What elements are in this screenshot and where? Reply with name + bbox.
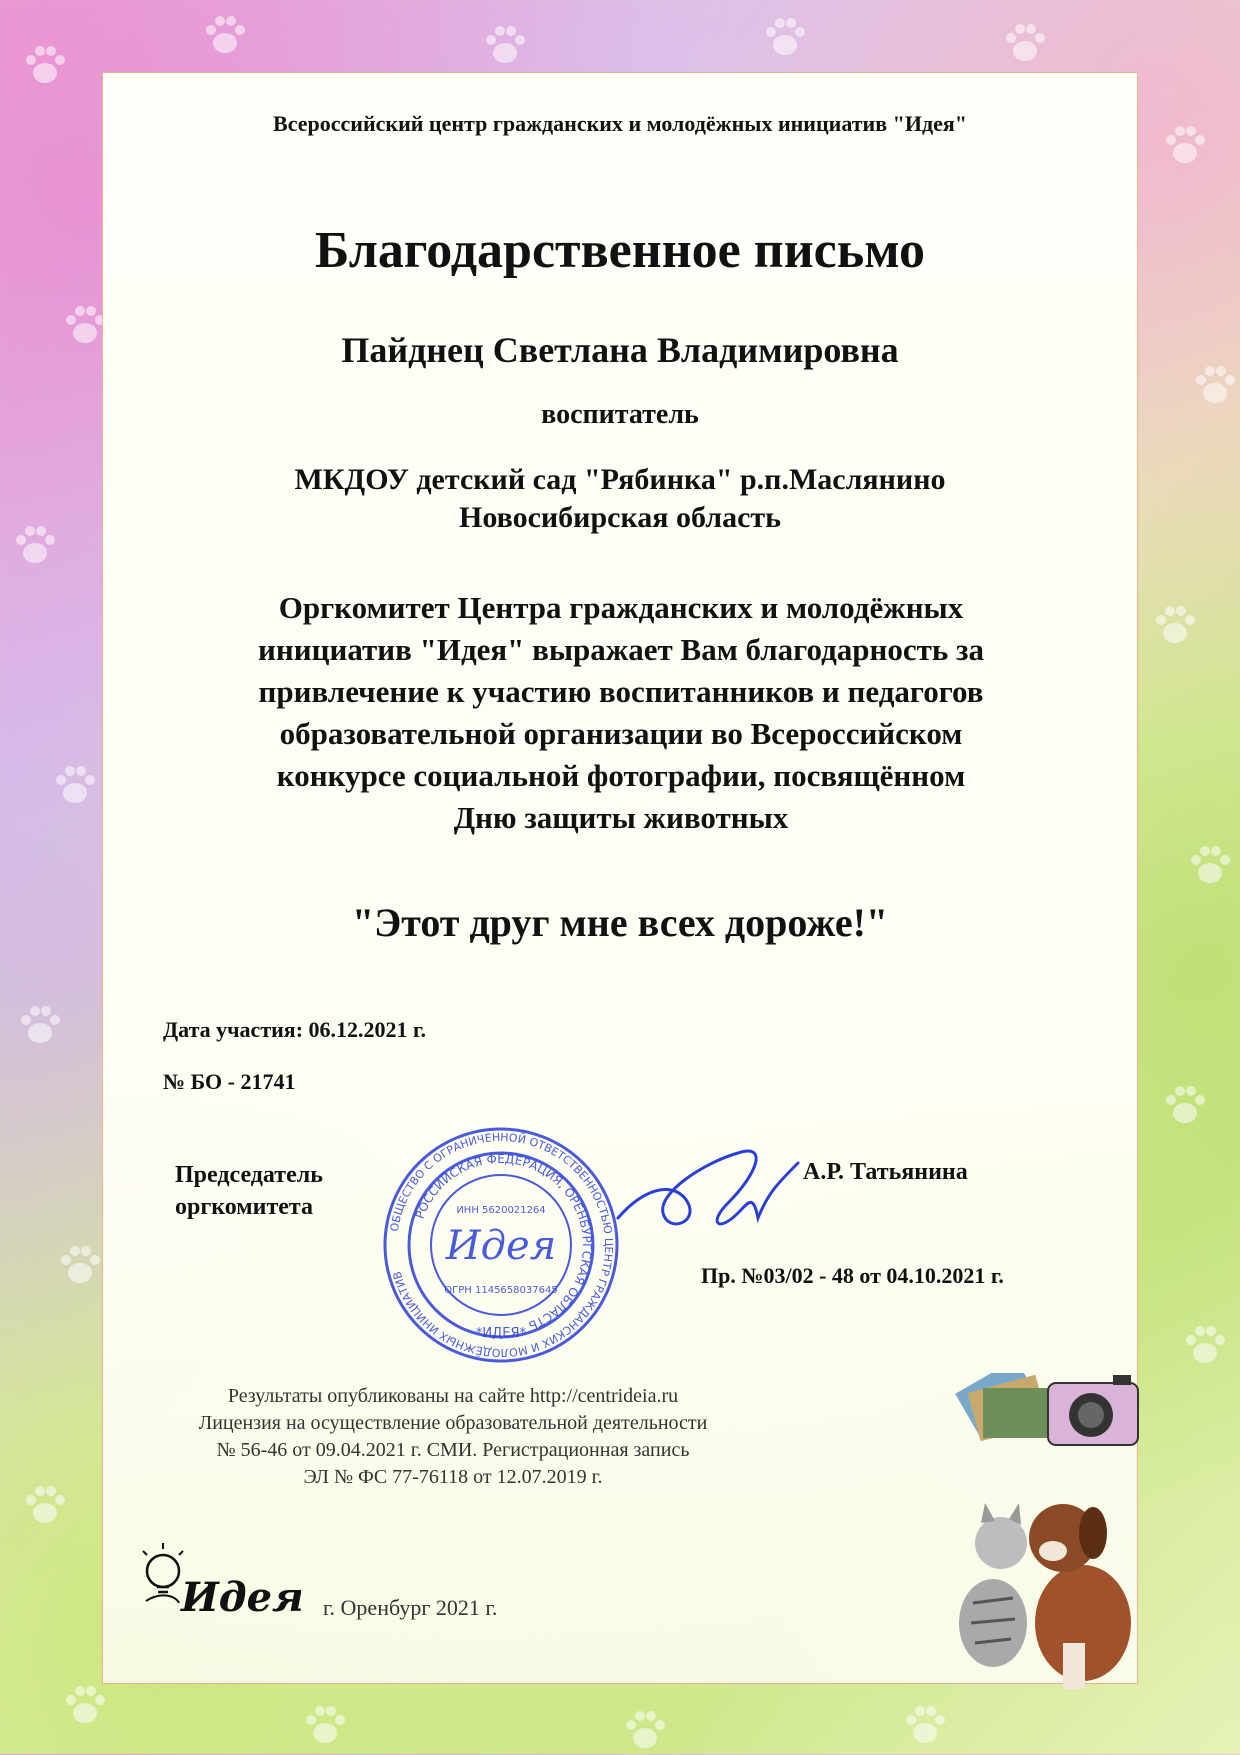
paw-print-icon xyxy=(620,1705,670,1755)
institution xyxy=(103,461,1137,537)
paw-print-icon xyxy=(480,20,530,70)
gratitude-line: инициатив "Идея" выражает Вам благодарность за xyxy=(258,632,984,667)
footer-line: Лицензия на осуществление образовательной деятельности xyxy=(198,1412,708,1434)
logo-text: Идея xyxy=(181,1574,301,1621)
stamp-center: Идея xyxy=(445,1223,557,1269)
paw-print-icon xyxy=(300,1700,350,1750)
document-title: Благодарственное письмо xyxy=(315,222,925,279)
paw-print-icon xyxy=(200,10,250,60)
photo-fan-icon xyxy=(955,1373,1053,1441)
institution-line: МКДОУ детский сад "Рябинка" р.п.Маслянино xyxy=(294,463,946,496)
gratitude-line: Оргкомитет Центра гражданских и молодёжных xyxy=(278,590,964,625)
gratitude-line: образовательной организации во Всероссийском xyxy=(279,716,963,751)
stamp-outer-text: ОБЩЕСТВО С ОГРАНИЧЕННОЙ ОТВЕТСТВЕННОСТЬЮ ЦЕНТР ГРАЖДАНСКИХ И МОЛОДЁЖНЫХ ИНИЦИАТИВ xyxy=(387,1130,616,1360)
camera-icon xyxy=(1048,1375,1138,1445)
paw-print-icon xyxy=(10,520,60,570)
city-year: г. Оренбург 2021 г. xyxy=(323,1595,498,1620)
puppy-icon xyxy=(1029,1504,1131,1689)
paw-print-icon xyxy=(20,40,70,90)
stamp-ogrn: ОГРН 1145658037645 xyxy=(444,1285,558,1296)
signer-role xyxy=(175,1159,323,1223)
recipient-position: воспитатель xyxy=(541,399,699,430)
paw-print-icon xyxy=(760,12,810,62)
round-stamp xyxy=(381,1125,621,1370)
gratitude-line: Дню защиты животных xyxy=(453,800,789,835)
footer-info xyxy=(133,1383,773,1491)
stamp-inn: ИНН 5620021264 xyxy=(456,1205,546,1216)
paw-print-icon xyxy=(1160,120,1210,170)
institution-region: Новосибирская область xyxy=(458,501,782,534)
gratitude-line: конкурсе социальной фотографии, посвящённом xyxy=(276,758,966,793)
kitten-icon xyxy=(959,1503,1027,1667)
participation-date: Дата участия: 06.12.2021 г. xyxy=(163,1017,427,1042)
organization-header: Всероссийский центр гражданских и молодёжных инициатив "Идея" xyxy=(273,111,967,136)
contest-name: "Этот друг мне всех дороже!" xyxy=(351,900,889,945)
paw-print-icon xyxy=(1185,840,1235,890)
idea-logo xyxy=(141,1541,301,1636)
gratitude-line: привлечение к участию воспитанников и педагогов xyxy=(258,674,984,709)
gratitude-text xyxy=(143,587,1099,839)
pets-camera-illustration xyxy=(953,1373,1143,1698)
paw-print-icon xyxy=(1180,1320,1230,1370)
order-number: Пр. №03/02 - 48 от 04.10.2021 г. xyxy=(701,1263,1004,1288)
paw-print-icon xyxy=(15,1000,65,1050)
handwritten-signature xyxy=(608,1123,808,1248)
stamp-bottom: *ИДЕЯ* xyxy=(475,1326,527,1341)
footer-line: № 56-46 от 09.04.2021 г. СМИ. Регистрационная запись xyxy=(216,1439,690,1461)
paw-print-icon xyxy=(1160,1080,1210,1130)
paw-print-icon xyxy=(1000,18,1050,68)
footer-line: Результаты опубликованы на сайте http://centrideia.ru xyxy=(227,1385,679,1407)
paw-print-icon xyxy=(900,1700,950,1750)
paw-print-icon xyxy=(50,760,100,810)
signer-name: А.Р. Татьянина xyxy=(803,1159,968,1185)
document-number: № БО - 21741 xyxy=(163,1069,296,1094)
certificate-sheet xyxy=(102,72,1138,1684)
paw-print-icon xyxy=(20,1480,70,1530)
paw-print-icon xyxy=(1150,600,1200,650)
recipient-name: Пайднец Светлана Владимировна xyxy=(341,330,899,370)
signer-role-line: оргкомитета xyxy=(175,1194,313,1220)
paw-print-icon xyxy=(60,1680,110,1730)
paw-print-icon xyxy=(1190,360,1240,410)
signer-role-line: Председатель xyxy=(175,1162,323,1188)
footer-line: ЭЛ № ФС 77-76118 от 12.07.2019 г. xyxy=(303,1466,603,1488)
paw-print-icon xyxy=(55,1240,105,1290)
stamp-inner-text: РОССИЙСКАЯ ФЕДЕРАЦИЯ, ОРЕНБУРГСКАЯ ОБЛАСТЬ xyxy=(412,1151,595,1333)
